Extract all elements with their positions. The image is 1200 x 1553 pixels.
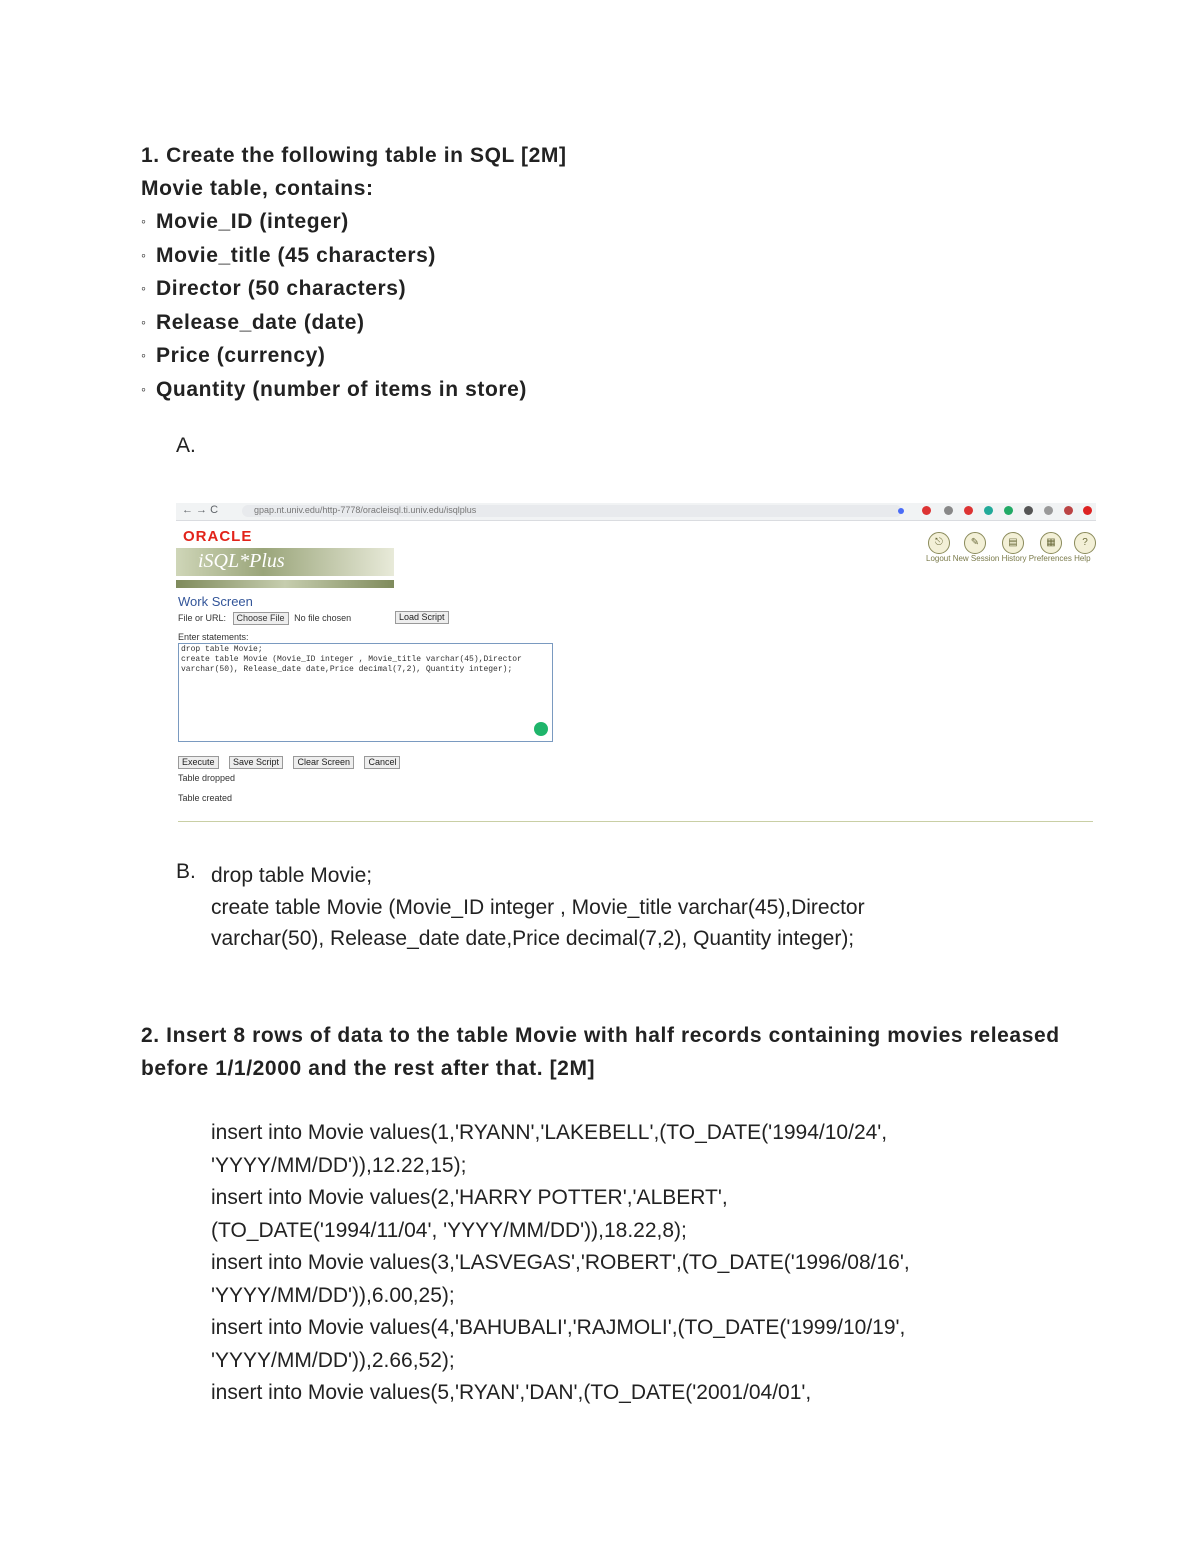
question-1	[141, 140, 567, 406]
question-2-code	[211, 1117, 910, 1410]
extension-icon	[1024, 506, 1033, 515]
toolbar-labels: Logout New Session History Preferences Help	[926, 554, 1091, 563]
status-table-dropped: Table dropped	[178, 773, 236, 783]
help-icon: ?	[1074, 532, 1096, 554]
field-item: ◦ Price (currency)	[141, 339, 567, 373]
code-line: 'YYYY/MM/DD')),6.00,25);	[211, 1283, 455, 1307]
question-1-intro: Movie table, contains:	[141, 176, 374, 200]
url-text: gpap.nt.univ.edu/http-7778/oracleisql.ti.univ.edu/isqlplus	[254, 505, 477, 515]
field-item: ◦ Movie_ID (integer)	[141, 205, 567, 239]
grammarly-icon	[534, 722, 548, 736]
logout-icon: ⎋	[928, 532, 950, 554]
extension-icon	[922, 506, 931, 515]
divider	[178, 821, 1093, 822]
browser-nav-icons: ← → C	[182, 504, 219, 516]
execute-button: Execute	[178, 756, 219, 769]
menu-icon	[1083, 506, 1092, 515]
bullet-icon: ◦	[141, 347, 147, 363]
action-buttons	[178, 752, 406, 770]
star-icon	[898, 508, 904, 514]
extension-icon	[964, 506, 973, 515]
code-line: insert into Movie values(3,'LASVEGAS','ROBERT',(TO_DATE('1996/08/16',	[211, 1251, 910, 1274]
isqlplus-screenshot	[176, 503, 1096, 825]
answer-a-label: A.	[176, 434, 196, 457]
field-item: ◦ Quantity (number of items in store)	[141, 373, 567, 407]
code-line: insert into Movie values(5,'RYAN','DAN',(TO_DATE('2001/04/01',	[211, 1381, 812, 1404]
code-line: varchar(50), Release_date date,Price decimal(7,2), Quantity integer);	[211, 927, 855, 950]
extension-icon	[1044, 506, 1053, 515]
code-line: insert into Movie values(2,'HARRY POTTER','ALBERT',	[211, 1186, 728, 1209]
preferences-icon: ▦	[1040, 532, 1062, 554]
save-script-button: Save Script	[229, 756, 283, 769]
choose-file-button: Choose File	[233, 612, 289, 625]
extension-icon	[1004, 506, 1013, 515]
code-line: insert into Movie values(1,'RYANN','LAKEBELL',(TO_DATE('1994/10/24',	[211, 1121, 888, 1144]
field-item: ◦ Director (50 characters)	[141, 272, 567, 306]
product-name: iSQL*Plus	[198, 550, 285, 572]
question-2-heading: 2. Insert 8 rows of data to the table Movie with half records containing movies released before 1/1/2000 and the rest after that. [2M]	[141, 1024, 1060, 1080]
no-file-text: No file chosen	[294, 613, 352, 623]
profile-icon	[1064, 506, 1073, 515]
enter-statements-label: Enter statements:	[178, 632, 249, 642]
bullet-icon: ◦	[141, 280, 147, 296]
new-session-icon: ✎	[964, 532, 986, 554]
work-screen-title: Work Screen	[178, 594, 253, 609]
load-script-button: Load Script	[395, 611, 449, 624]
cancel-button: Cancel	[364, 756, 400, 769]
oracle-logo: ORACLE	[183, 528, 253, 545]
code-line: 'YYYY/MM/DD')),2.66,52);	[211, 1348, 455, 1372]
code-line: drop table Movie;	[211, 864, 373, 887]
code-line: insert into Movie values(4,'BAHUBALI','RAJMOLI',(TO_DATE('1999/10/19',	[211, 1316, 906, 1339]
isqlplus-banner	[176, 548, 394, 576]
clear-screen-button: Clear Screen	[293, 756, 354, 769]
statements-textarea	[178, 643, 553, 742]
banner-stripe	[176, 580, 394, 588]
extension-icon	[944, 506, 953, 515]
bullet-icon: ◦	[141, 313, 147, 330]
address-bar	[242, 505, 902, 517]
answer-b-label: B.	[176, 860, 196, 883]
browser-toolbar	[176, 503, 1096, 521]
field-item: ◦ Release_date (date)	[141, 306, 567, 340]
question-1-heading: 1. Create the following table in SQL [2M]	[141, 144, 567, 167]
bullet-icon: ◦	[141, 246, 147, 263]
code-line: 'YYYY/MM/DD')),12.22,15);	[211, 1153, 467, 1177]
bullet-icon: ◦	[141, 380, 147, 397]
field-item: ◦ Movie_title (45 characters)	[141, 239, 567, 273]
statements-text: drop table Movie; create table Movie (Movie_ID integer , Movie_title varchar(45),Director varchar(50), Release_date date,Price decimal(7,2), Quantity integer);	[181, 645, 522, 674]
status-table-created: Table created	[178, 793, 233, 803]
answer-b-code	[211, 860, 865, 955]
file-url-label: File or URL:	[178, 613, 227, 623]
history-icon: ▤	[1002, 532, 1024, 554]
bullet-icon: ◦	[141, 213, 147, 229]
file-url-row	[178, 612, 351, 625]
code-line: (TO_DATE('1994/11/04', 'YYYY/MM/DD')),18.22,8);	[211, 1218, 687, 1242]
extension-icon	[984, 506, 993, 515]
code-line: create table Movie (Movie_ID integer , Movie_title varchar(45),Director	[211, 895, 865, 919]
